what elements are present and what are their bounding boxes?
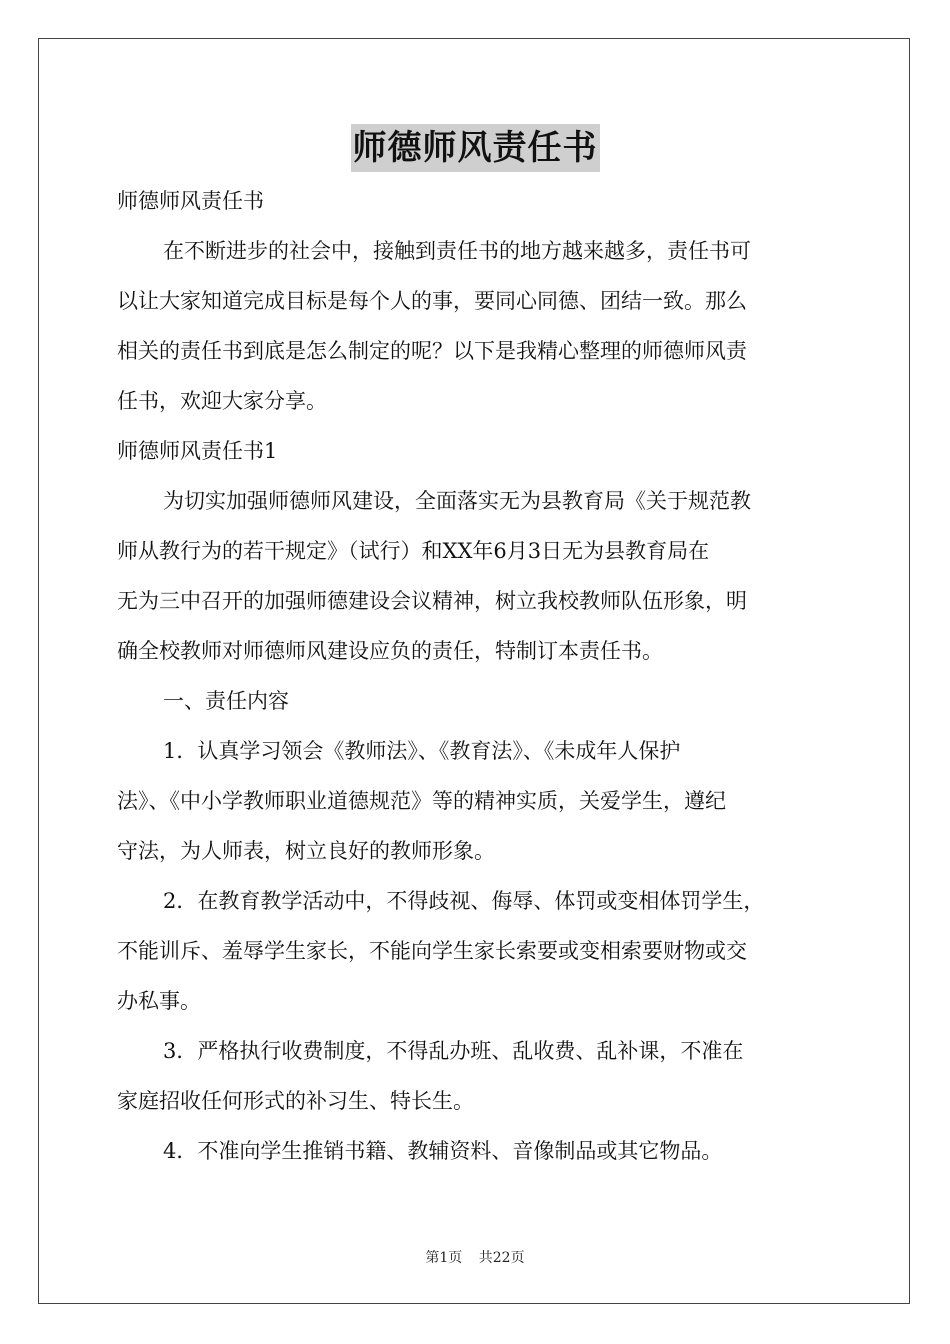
text-line: 师德师风责任书 — [117, 189, 264, 213]
text-line: 2．在教育教学活动中，不得歧视、侮辱、体罚或变相体罚学生， — [163, 889, 765, 913]
text-line: 任书，欢迎大家分享。 — [117, 389, 327, 413]
text-line: 办私事。 — [117, 989, 201, 1013]
text-line: 不能训斥、羞辱学生家长，不能向学生家长索要或变相索要财物或交 — [117, 939, 747, 963]
text-line: 守法，为人师表，树立良好的教师形象。 — [117, 839, 495, 863]
text-line: 3．严格执行收费制度，不得乱办班、乱收费、乱补课，不准在 — [163, 1039, 744, 1063]
page-number: 第1页 — [425, 1250, 463, 1266]
text-line: 在不断进步的社会中，接触到责任书的地方越来越多，责任书可 — [163, 239, 751, 263]
text-line: 一、责任内容 — [163, 689, 289, 713]
text-line: 为切实加强师德师风建设，全面落实无为县教育局《关于规范教 — [163, 489, 751, 513]
text-line: 无为三中召开的加强师德建设会议精神，树立我校教师队伍形象，明 — [117, 589, 747, 613]
page-total: 共22页 — [478, 1250, 525, 1266]
text-line: 确全校教师对师德师风建设应负的责任，特制订本责任书。 — [117, 639, 663, 663]
text-line: 师德师风责任书1 — [117, 439, 278, 463]
text-line: 法》、《中小学教师职业道德规范》等的精神实质，关爱学生，遵纪 — [117, 789, 726, 813]
text-line: 师从教行为的若干规定》（试行）和XX年6月3日无为县教育局在 — [117, 539, 710, 563]
text-line: 以让大家知道完成目标是每个人的事，要同心同德、团结一致。那么 — [117, 289, 747, 313]
document-title: 师德师风责任书 — [351, 124, 600, 172]
text-line: 家庭招收任何形式的补习生、特长生。 — [117, 1089, 474, 1113]
text-line: 1．认真学习领会《教师法》、《教育法》、《未成年人保护 — [163, 739, 681, 763]
document-title-container — [0, 124, 950, 172]
page-footer — [0, 1247, 950, 1267]
text-line: 4．不准向学生推销书籍、教辅资料、音像制品或其它物品。 — [163, 1139, 723, 1163]
text-line: 相关的责任书到底是怎么制定的呢？以下是我精心整理的师德师风责 — [117, 339, 747, 363]
document-body — [117, 176, 833, 1176]
